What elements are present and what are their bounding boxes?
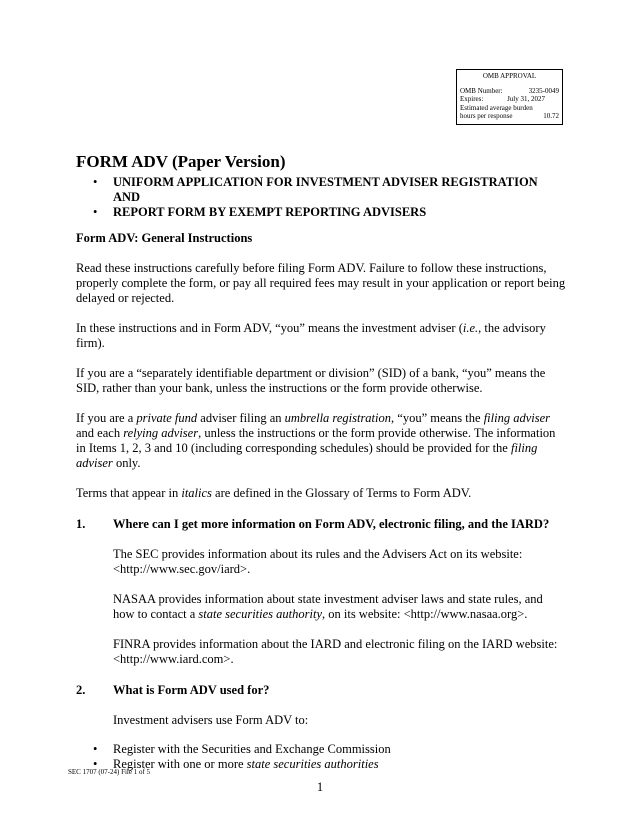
text-run: , unless the instructions or the form provide otherwise. The information in Items 1, 2, 3 and 10 (including corresponding schedules) should be provided for the: [76, 426, 556, 455]
italic-term: italics: [181, 486, 212, 500]
omb-burden-label: hours per response: [460, 111, 513, 120]
omb-burden-line: Estimated average burden: [460, 103, 533, 112]
omb-number-label: OMB Number:: [460, 87, 503, 96]
page-number: 1: [316, 780, 324, 794]
title-bullet-text: UNIFORM APPLICATION FOR INVESTMENT ADVISER REGISTRATION: [113, 175, 538, 189]
section-2-heading: [76, 683, 566, 698]
italic-term: state securities authorities: [246, 757, 379, 771]
bullet-icon: •: [93, 205, 98, 219]
section-number: 1.: [76, 517, 86, 531]
paragraph-sec-info: The SEC provides information about its rules and the Advisers Act on its website: <http://www.sec.gov/iard>.: [113, 547, 523, 576]
omb-expires-row: [460, 95, 559, 103]
and-text: AND: [113, 190, 141, 204]
page-title: FORM ADV (Paper Version): [76, 152, 286, 171]
italic-term: filing adviser: [76, 441, 538, 470]
text-run: In these instructions and in Form ADV, “you” means the investment adviser (: [76, 321, 463, 335]
title-bullet-text: REPORT FORM BY EXEMPT REPORTING ADVISERS: [113, 205, 427, 219]
paragraph-adv-uses: Investment advisers use Form ADV to:: [113, 713, 309, 727]
text-run: NASAA provides information about state investment adviser laws and state rules, and how to contact a: [113, 592, 543, 621]
omb-expires-value: July 31, 2027: [507, 95, 545, 104]
paragraph-private-fund: [76, 411, 566, 471]
text-run: , the advisory firm).: [76, 321, 546, 350]
text-run: If you are a: [76, 411, 137, 425]
italic-term: relying adviser: [123, 426, 199, 440]
list-item-text: Register with the Securities and Exchange Commission: [113, 742, 391, 756]
paragraph-instructions: Read these instructions carefully before filing Form ADV. Failure to follow these instructions, properly complete the form, or pay all required fees may result in your application or report being delayed or rejected.: [76, 261, 566, 305]
paragraph-nasaa-info: [76, 592, 566, 622]
paragraph-sid: If you are a “separately identifiable department or division” (SID) of a bank, “you” means the SID, rather than your bank, unless the instructions or the form provide otherwise.: [76, 366, 546, 395]
paragraph-italics-terms: [76, 486, 566, 501]
italic-term: filing adviser: [483, 411, 551, 425]
section-heading-text: Where can I get more information on Form ADV, electronic filing, and the IARD?: [113, 517, 550, 531]
paragraph-you-definition: [76, 321, 566, 351]
text-run: adviser filing an: [197, 411, 285, 425]
omb-number-value: 3235-0049: [528, 87, 559, 96]
omb-approval-box: [456, 69, 563, 125]
section-number: 2.: [76, 683, 86, 697]
section-1-heading: [76, 517, 566, 532]
text-run: are defined in the Glossary of Terms to Form ADV.: [211, 486, 472, 500]
list-item: [76, 742, 566, 757]
form-code-footer: SEC 1707 (07-24) File 1 of 5: [68, 768, 151, 776]
title-bullet-item: [76, 205, 566, 219]
omb-title: OMB APPROVAL: [482, 72, 537, 80]
text-run: Terms that appear in: [76, 486, 182, 500]
text-run: , on its website: <http://www.nasaa.org>.: [322, 607, 528, 621]
paragraph-finra-info: FINRA provides information about the IARD and electronic filing on the IARD website: <http://www.iard.com>.: [113, 637, 558, 666]
text-run: only.: [112, 456, 141, 470]
title-bullet-list: [76, 175, 566, 219]
bullet-icon: •: [93, 742, 98, 756]
text-run: , “you” means the: [391, 411, 484, 425]
bullet-icon: •: [93, 757, 98, 771]
italic-term: i.e.: [462, 321, 479, 335]
document-body: [76, 152, 566, 772]
section-subheading: Form ADV: General Instructions: [76, 231, 253, 245]
italic-term: umbrella registration: [284, 411, 392, 425]
text-run: and each: [76, 426, 124, 440]
section-heading-text: What is Form ADV used for?: [113, 683, 270, 697]
bullet-icon: •: [93, 175, 98, 189]
title-bullet-item: [76, 175, 566, 189]
italic-term: private fund: [136, 411, 198, 425]
italic-term: state securities authority: [198, 607, 322, 621]
omb-burden-row: [460, 112, 559, 120]
omb-expires-label: Expires:: [460, 95, 484, 104]
omb-number-row: [460, 87, 559, 95]
text-run: Register with one or more: [113, 757, 247, 771]
omb-burden-value: 10.72: [543, 111, 559, 120]
